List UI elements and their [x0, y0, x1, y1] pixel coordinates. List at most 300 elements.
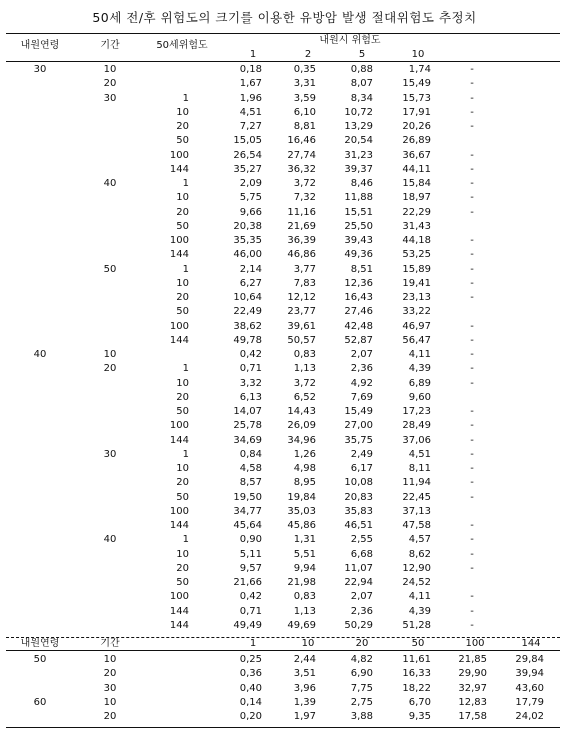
table-cell-risk50: 10: [176, 548, 189, 560]
table2-cell-value: 16,33: [402, 668, 431, 680]
table-cell-risk50: 1: [182, 263, 189, 275]
table-cell-period: 10: [103, 349, 117, 360]
header-period: 기간: [100, 40, 120, 51]
table-cell-period: 30: [103, 448, 117, 460]
table-cell-value: 34,96: [287, 434, 316, 446]
table-cell-value: 2,14: [239, 263, 262, 275]
table-cell-mark: -: [470, 448, 474, 460]
table2-cell-value: 3,88: [350, 711, 373, 723]
table-cell-value: 22,29: [402, 206, 431, 218]
table-cell-value: 36,39: [287, 235, 316, 246]
table-cell-value: 37,06: [402, 434, 431, 446]
table-cell-value: 52,87: [344, 334, 373, 346]
table-cell-value: 2,55: [350, 534, 373, 546]
table2-cell-value: 6,90: [350, 668, 373, 680]
table-cell-risk50: 144: [169, 163, 189, 175]
table2-cell-period: 20: [103, 711, 117, 723]
table2-cell-value: 0,40: [239, 682, 262, 694]
table2-cell-value: 18,22: [402, 682, 431, 694]
table-cell-value: 34,77: [233, 505, 262, 517]
table-cell-value: 4,51: [408, 448, 431, 460]
header2-rule-bottom: [6, 650, 560, 651]
table-cell-value: 0,71: [239, 363, 262, 375]
table2-cell-value: 2,44: [293, 654, 316, 665]
table-cell-period: 20: [103, 78, 117, 90]
table-cell-value: 21,98: [287, 577, 316, 588]
table-cell-value: 16,46: [287, 135, 316, 147]
table-cell-value: 5,51: [293, 548, 316, 560]
table-cell-mark: -: [470, 463, 474, 474]
table-cell-value: 8,11: [408, 463, 431, 474]
header-age: 내원연령: [20, 40, 60, 51]
table-cell-value: 1,31: [293, 534, 316, 546]
table2-cell-age: 60: [33, 696, 47, 708]
table-cell-value: 22,45: [402, 491, 431, 503]
table-cell-value: 20,38: [233, 220, 262, 232]
table-cell-mark: -: [470, 406, 474, 417]
table-cell-value: 7,32: [293, 192, 316, 204]
table-cell-risk50: 50: [176, 491, 189, 503]
table-cell-value: 50,57: [287, 334, 316, 346]
table-cell-value: 25,78: [233, 420, 262, 432]
header2-col-144: 144: [521, 638, 541, 649]
table-cell-value: 11,07: [344, 562, 373, 574]
table-cell-period: 10: [103, 64, 117, 75]
table-cell-value: 22,49: [233, 306, 262, 318]
table-cell-value: 8,81: [293, 121, 316, 132]
table-cell-value: 14,43: [287, 406, 316, 417]
table-cell-value: 21,66: [233, 577, 262, 588]
table-cell-value: 9,94: [293, 562, 316, 574]
table-cell-mark: -: [470, 292, 474, 303]
table-cell-value: 45,86: [287, 520, 316, 531]
table-cell-value: 4,58: [239, 463, 262, 474]
table-cell-value: 20,54: [344, 135, 373, 147]
table-cell-risk50: 144: [169, 605, 189, 617]
table-cell-value: 3,72: [293, 178, 316, 189]
table-cell-value: 50,29: [344, 619, 373, 631]
table-cell-risk50: 100: [169, 149, 189, 161]
table-cell-mark: -: [470, 320, 474, 332]
table2-cell-value: 6,70: [408, 696, 431, 708]
table-cell-value: 5,11: [239, 548, 262, 560]
table-cell-value: 49,36: [344, 249, 373, 261]
table-cell-value: 6,13: [239, 391, 262, 403]
table-cell-risk50: 20: [176, 292, 189, 303]
table-cell-risk50: 20: [176, 206, 189, 218]
table-cell-value: 6,89: [408, 377, 431, 389]
table2-cell-value: 39,94: [515, 668, 544, 680]
table-cell-value: 11,88: [344, 192, 373, 204]
table-cell-period: 20: [103, 363, 117, 375]
table-cell-value: 4,51: [239, 106, 262, 118]
table-cell-value: 12,12: [287, 292, 316, 303]
table-cell-value: 4,57: [408, 534, 431, 546]
table-cell-risk50: 144: [169, 520, 189, 531]
table-cell-mark: -: [470, 562, 474, 574]
table-cell-value: 1,74: [408, 64, 431, 75]
table-cell-risk50: 10: [176, 377, 189, 389]
table-cell-value: 35,75: [344, 434, 373, 446]
table-cell-value: 31,23: [344, 149, 373, 161]
table-cell-value: 1,13: [293, 363, 316, 375]
table-cell-value: 42,48: [344, 320, 373, 332]
table-cell-risk50: 144: [169, 434, 189, 446]
table2-cell-value: 0,20: [239, 711, 262, 723]
table-cell-mark: -: [470, 92, 474, 104]
table-cell-mark: -: [470, 605, 474, 617]
table-cell-period: 40: [103, 178, 117, 189]
header2-col-10: 10: [301, 638, 315, 649]
table-cell-value: 8,51: [350, 263, 373, 275]
table-cell-mark: -: [470, 178, 474, 189]
table-cell-mark: -: [470, 420, 474, 432]
table-cell-value: 22,94: [344, 577, 373, 588]
table-cell-risk50: 1: [182, 534, 189, 546]
table-cell-value: 4,39: [408, 605, 431, 617]
table-cell-value: 2,09: [239, 178, 262, 189]
table-cell-mark: -: [470, 277, 474, 289]
table-cell-risk50: 1: [182, 448, 189, 460]
table-cell-value: 47,58: [402, 520, 431, 531]
table-cell-value: 23,77: [287, 306, 316, 318]
table-cell-value: 45,64: [233, 520, 262, 531]
table-cell-value: 8,34: [350, 92, 373, 104]
table2-cell-value: 32,97: [458, 682, 487, 694]
table-cell-value: 24,52: [402, 577, 431, 588]
table-cell-risk50: 144: [169, 249, 189, 261]
table-cell-mark: -: [470, 619, 474, 631]
header-risk50: 50세위험도: [156, 40, 208, 51]
table-cell-value: 4,11: [408, 349, 431, 360]
table-cell-value: 1,96: [239, 92, 262, 104]
table-cell-value: 3,32: [239, 377, 262, 389]
table-cell-value: 49,49: [233, 619, 262, 631]
table-cell-mark: -: [470, 121, 474, 132]
table-cell-mark: -: [470, 591, 474, 603]
table-cell-value: 6,17: [350, 463, 373, 474]
table-cell-risk50: 1: [182, 92, 189, 104]
table2-cell-value: 21,85: [458, 654, 487, 665]
table-cell-value: 34,69: [233, 434, 262, 446]
table-cell-value: 7,83: [293, 277, 316, 289]
table-cell-value: 0,42: [239, 591, 262, 603]
table2-cell-value: 11,61: [402, 654, 431, 665]
table-cell-value: 53,25: [402, 249, 431, 261]
table-cell-value: 10,64: [233, 292, 262, 303]
table2-cell-period: 10: [103, 696, 117, 708]
table-cell-value: 19,84: [287, 491, 316, 503]
table-cell-risk50: 144: [169, 619, 189, 631]
table-cell-value: 4,92: [350, 377, 373, 389]
page-title: 50세 전/후 위험도의 크기를 이용한 유방암 발생 절대위험도 추정치: [92, 10, 477, 25]
table-cell-value: 14,07: [233, 406, 262, 417]
table2-cell-value: 43,60: [515, 682, 544, 694]
table-cell-value: 0,83: [293, 591, 316, 603]
table-cell-value: 0,84: [239, 448, 262, 460]
table2-cell-value: 0,36: [239, 668, 262, 680]
table-cell-risk50: 100: [169, 591, 189, 603]
table-cell-mark: -: [470, 64, 474, 75]
table-cell-mark: -: [470, 520, 474, 531]
header2-col-100: 100: [465, 638, 485, 649]
table-cell-value: 11,16: [287, 206, 316, 218]
table-cell-mark: -: [470, 477, 474, 489]
table-cell-value: 35,03: [287, 505, 316, 517]
table-cell-value: 27,00: [344, 420, 373, 432]
table-cell-mark: -: [470, 349, 474, 360]
table-cell-age: 30: [33, 64, 47, 75]
header-visit-risk: 내원시 위험도: [319, 35, 381, 46]
table-cell-mark: -: [470, 434, 474, 446]
table-cell-value: 36,32: [287, 163, 316, 175]
table-cell-value: 4,39: [408, 363, 431, 375]
table-cell-value: 2,49: [350, 448, 373, 460]
table-cell-value: 17,91: [402, 106, 431, 118]
table-cell-risk50: 1: [182, 363, 189, 375]
table-cell-value: 8,46: [350, 178, 373, 189]
table-cell-value: 3,72: [293, 377, 316, 389]
table-cell-value: 2,36: [350, 605, 373, 617]
table-cell-risk50: 50: [176, 306, 189, 318]
table2-cell-value: 17,58: [458, 711, 487, 723]
table-cell-value: 6,68: [350, 548, 373, 560]
table2-cell-age: 50: [33, 654, 47, 665]
table-cell-value: 0,35: [293, 64, 316, 75]
table-cell-risk50: 1: [182, 178, 189, 189]
table-cell-value: 4,98: [293, 463, 316, 474]
table-cell-value: 35,35: [233, 235, 262, 246]
table-cell-value: 3,31: [293, 78, 316, 90]
table2-cell-value: 1,39: [293, 696, 316, 708]
table-cell-value: 23,13: [402, 292, 431, 303]
table-cell-value: 35,27: [233, 163, 262, 175]
table-cell-value: 38,62: [233, 320, 262, 332]
table-cell-value: 18,97: [402, 192, 431, 204]
table-cell-value: 39,43: [344, 235, 373, 246]
table-cell-value: 0,88: [350, 64, 373, 75]
table-cell-value: 9,57: [239, 562, 262, 574]
table-cell-value: 12,90: [402, 562, 431, 574]
table-cell-value: 46,86: [287, 249, 316, 261]
table-cell-value: 28,49: [402, 420, 431, 432]
header-rule-top: [6, 33, 560, 34]
table-cell-mark: -: [470, 249, 474, 261]
table2-cell-value: 24,02: [515, 711, 544, 723]
table-cell-value: 15,49: [402, 78, 431, 90]
table-cell-risk50: 50: [176, 135, 189, 147]
table-cell-risk50: 100: [169, 320, 189, 332]
table2-cell-value: 2,75: [350, 696, 373, 708]
table-cell-value: 46,97: [402, 320, 431, 332]
table-cell-value: 39,61: [287, 320, 316, 332]
table-cell-risk50: 20: [176, 477, 189, 489]
table-cell-value: 6,10: [293, 106, 316, 118]
table-cell-value: 21,69: [287, 220, 316, 232]
table-cell-value: 49,69: [287, 619, 316, 631]
table-cell-risk50: 50: [176, 220, 189, 232]
table-cell-value: 26,09: [287, 420, 316, 432]
table-cell-mark: -: [470, 548, 474, 560]
table-cell-mark: -: [470, 192, 474, 204]
header-rule-bottom: [6, 61, 560, 62]
table-cell-value: 19,50: [233, 491, 262, 503]
table-cell-risk50: 100: [169, 505, 189, 517]
table-cell-value: 35,83: [344, 505, 373, 517]
table-cell-value: 33,22: [402, 306, 431, 318]
table-cell-risk50: 10: [176, 463, 189, 474]
header-col-1: 1: [249, 49, 257, 60]
table-cell-value: 15,73: [402, 92, 431, 104]
table-cell-value: 15,84: [402, 178, 431, 189]
table-cell-risk50: 100: [169, 235, 189, 246]
table2-cell-period: 20: [103, 668, 117, 680]
table-cell-value: 8,57: [239, 477, 262, 489]
table2-cell-period: 30: [103, 682, 117, 694]
table-cell-value: 13,29: [344, 121, 373, 132]
table-cell-value: 20,83: [344, 491, 373, 503]
table-cell-mark: -: [470, 263, 474, 275]
table-cell-risk50: 50: [176, 406, 189, 417]
table2-cell-value: 12,83: [458, 696, 487, 708]
header-col-10: 10: [411, 49, 425, 60]
table-cell-value: 7,69: [350, 391, 373, 403]
table-cell-period: 30: [103, 92, 117, 104]
table-cell-value: 9,66: [239, 206, 262, 218]
table-cell-period: 40: [103, 534, 117, 546]
table2-cell-value: 17,79: [515, 696, 544, 708]
table-cell-risk50: 10: [176, 106, 189, 118]
table-cell-value: 16,43: [344, 292, 373, 303]
table-cell-mark: -: [470, 363, 474, 375]
table-cell-mark: -: [470, 534, 474, 546]
table-cell-value: 1,26: [293, 448, 316, 460]
table-cell-risk50: 10: [176, 192, 189, 204]
table-cell-value: 1,67: [239, 78, 262, 90]
table-cell-mark: -: [470, 377, 474, 389]
table2-cell-value: 29,90: [458, 668, 487, 680]
header2-age: 내원연령: [20, 638, 60, 649]
table-cell-risk50: 20: [176, 121, 189, 132]
table-cell-value: 17,23: [402, 406, 431, 417]
table-cell-value: 19,41: [402, 277, 431, 289]
table-cell-value: 2,07: [350, 349, 373, 360]
table-cell-value: 37,13: [402, 505, 431, 517]
table-cell-value: 11,94: [402, 477, 431, 489]
table-cell-value: 26,54: [233, 149, 262, 161]
table-cell-mark: -: [470, 149, 474, 161]
table-cell-value: 0,83: [293, 349, 316, 360]
header-col-5: 5: [358, 49, 366, 60]
table-cell-value: 26,89: [402, 135, 431, 147]
table-cell-mark: -: [470, 334, 474, 346]
table-cell-risk50: 100: [169, 420, 189, 432]
table-cell-value: 8,07: [350, 78, 373, 90]
table-cell-value: 15,05: [233, 135, 262, 147]
header2-col-50: 50: [411, 638, 425, 649]
table-cell-value: 1,13: [293, 605, 316, 617]
table2-cell-value: 7,75: [350, 682, 373, 694]
table-cell-risk50: 10: [176, 277, 189, 289]
table-cell-value: 0,90: [239, 534, 262, 546]
table2-cell-value: 9,35: [408, 711, 431, 723]
table-cell-value: 12,36: [344, 277, 373, 289]
table-cell-mark: -: [470, 163, 474, 175]
table-cell-value: 2,07: [350, 591, 373, 603]
table-cell-value: 46,00: [233, 249, 262, 261]
table-cell-mark: -: [470, 491, 474, 503]
table-cell-risk50: 144: [169, 334, 189, 346]
table-cell-value: 3,59: [293, 92, 316, 104]
table-cell-value: 6,52: [293, 391, 316, 403]
table-cell-value: 10,72: [344, 106, 373, 118]
table-cell-value: 27,74: [287, 149, 316, 161]
table-cell-value: 0,18: [239, 64, 262, 75]
table-cell-value: 4,11: [408, 591, 431, 603]
table2-cell-value: 0,25: [239, 654, 262, 665]
table2-cell-value: 29,84: [515, 654, 544, 665]
table-cell-value: 0,71: [239, 605, 262, 617]
table2-cell-value: 1,97: [293, 711, 316, 723]
header2-col-20: 20: [355, 638, 369, 649]
table-cell-value: 8,95: [293, 477, 316, 489]
table-cell-value: 25,50: [344, 220, 373, 232]
table-cell-value: 5,75: [239, 192, 262, 204]
table-cell-mark: -: [470, 106, 474, 118]
table-cell-value: 39,37: [344, 163, 373, 175]
table-cell-value: 27,46: [344, 306, 373, 318]
table-cell-mark: -: [470, 78, 474, 90]
table-cell-risk50: 50: [176, 577, 189, 588]
table-cell-value: 9,60: [408, 391, 431, 403]
table-cell-value: 0,42: [239, 349, 262, 360]
table-cell-value: 2,36: [350, 363, 373, 375]
header-col-2: 2: [304, 49, 312, 60]
table2-cell-value: 3,96: [293, 682, 316, 694]
table-cell-value: 46,51: [344, 520, 373, 531]
table2-cell-value: 4,82: [350, 654, 373, 665]
table-cell-value: 44,11: [402, 163, 431, 175]
table-cell-value: 44,18: [402, 235, 431, 246]
table-cell-value: 31,43: [402, 220, 431, 232]
table-cell-mark: -: [470, 206, 474, 218]
table-cell-value: 15,49: [344, 406, 373, 417]
table-cell-risk50: 20: [176, 562, 189, 574]
table-cell-value: 7,27: [239, 121, 262, 132]
header2-period: 기간: [100, 638, 120, 649]
table-cell-value: 10,08: [344, 477, 373, 489]
table-cell-value: 15,89: [402, 263, 431, 275]
table-cell-value: 15,51: [344, 206, 373, 218]
table-cell-period: 50: [103, 263, 117, 275]
table2-cell-period: 10: [103, 654, 117, 665]
table-bottom-rule: [6, 727, 560, 728]
table-cell-age: 40: [33, 349, 47, 360]
table-cell-value: 51,28: [402, 619, 431, 631]
header2-col-1: 1: [249, 638, 257, 649]
table-cell-value: 36,67: [402, 149, 431, 161]
table-cell-value: 20,26: [402, 121, 431, 132]
table-cell-risk50: 20: [176, 391, 189, 403]
table-cell-value: 49,78: [233, 334, 262, 346]
table-cell-mark: -: [470, 235, 474, 246]
table-cell-value: 56,47: [402, 334, 431, 346]
table2-cell-value: 0,14: [239, 696, 262, 708]
table2-cell-value: 3,51: [293, 668, 316, 680]
table-cell-value: 8,62: [408, 548, 431, 560]
table-cell-value: 3,77: [293, 263, 316, 275]
table-cell-value: 6,27: [239, 277, 262, 289]
